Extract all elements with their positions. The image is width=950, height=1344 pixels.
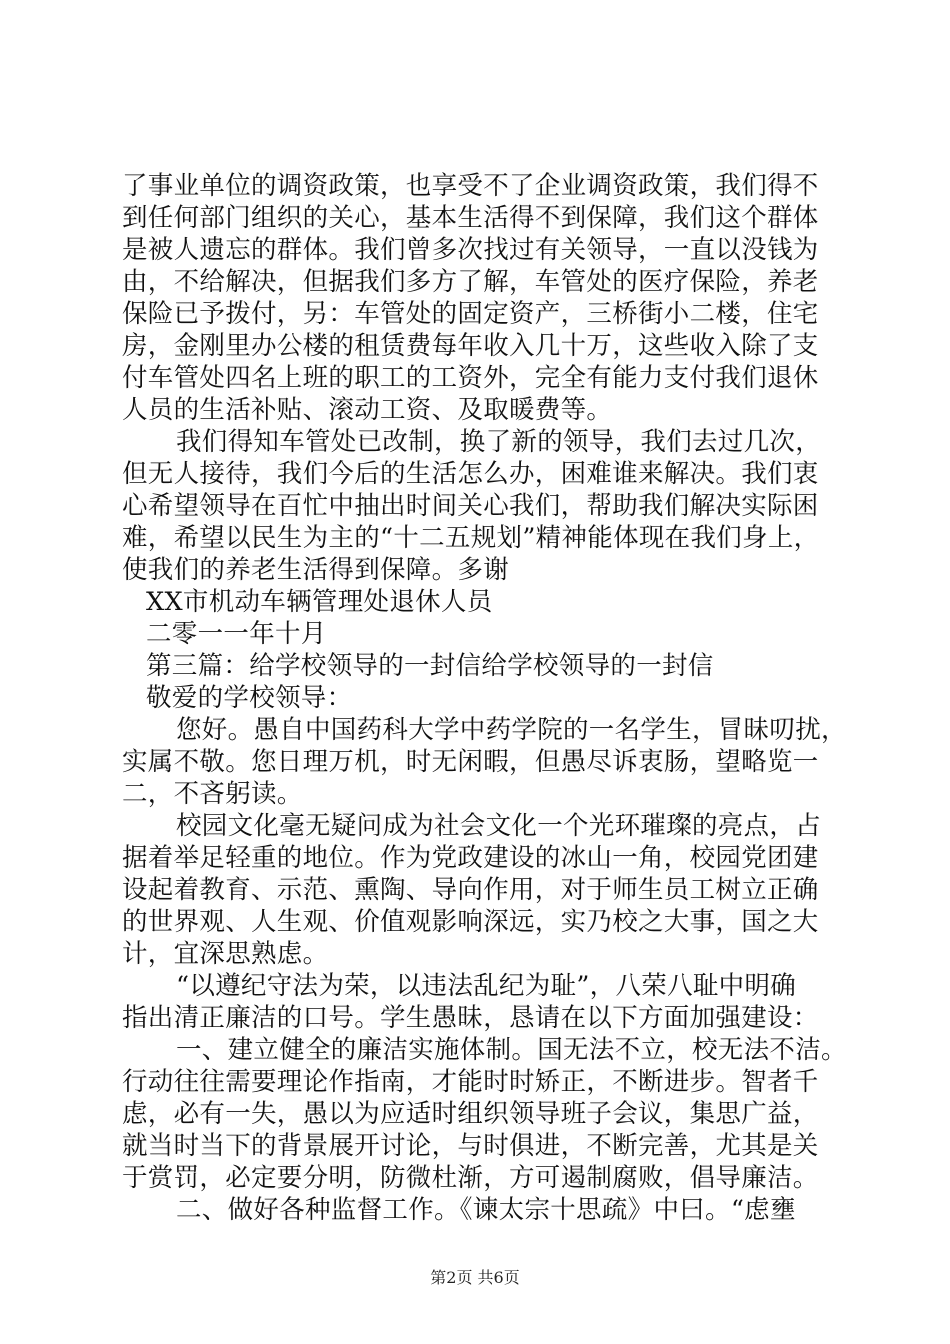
text-line: 二，不吝躬读。: [122, 779, 303, 809]
signature-line: XX市机动车辆管理处退休人员: [146, 587, 493, 617]
text-line: 我们得知车管处已改制，换了新的领导，我们去过几次，: [176, 427, 822, 457]
text-line: 实属不敬。您日理万机，时无闲暇，但愚尽诉衷肠，望略览一: [122, 747, 819, 777]
text-line: 但无人接待，我们今后的生活怎么办，困难谁来解决。我们衷: [122, 459, 819, 489]
section-heading: 第三篇：给学校领导的一封信给学校领导的一封信: [146, 651, 714, 681]
salutation-line: 敬爱的学校领导：: [146, 683, 353, 713]
text-line: 付车管处四名上班的职工的工资外，完全有能力支付我们退休: [122, 363, 819, 393]
text-line: 校园文化毫无疑问成为社会文化一个光环璀璨的亮点，占: [176, 811, 822, 841]
text-line: 计，宜深思熟虑。: [122, 939, 329, 969]
text-line: 到任何部门组织的关心，基本生活得不到保障，我们这个群体: [122, 203, 819, 233]
text-line: 二、做好各种监督工作。《谏太宗十思疏》中曰。“虑壅: [176, 1195, 796, 1225]
document-body: [122, 170, 847, 1226]
date-line: 二零一一年十月: [146, 619, 327, 649]
text-line: 一、建立健全的廉洁实施体制。国无法不立，校无法不洁。: [176, 1035, 847, 1065]
text-line: “以遵纪守法为荣，以违法乱纪为耻”，八荣八耻中明确: [176, 971, 797, 1001]
text-line: 心希望领导在百忙中抽出时间关心我们，帮助我们解决实际困: [122, 491, 819, 521]
text-line: 房，金刚里办公楼的租赁费每年收入几十万，这些收入除了支: [122, 331, 819, 361]
text-line: 您好。愚自中国药科大学中药学院的一名学生，冒昧叨扰，: [176, 715, 847, 745]
text-line: 就当时当下的背景展开讨论，与时俱进，不断完善，尤其是关: [122, 1131, 819, 1161]
text-line: 了事业单位的调资政策，也享受不了企业调资政策，我们得不: [122, 171, 819, 201]
page-footer: [0, 1268, 950, 1288]
page-number: 第2页 共6页: [430, 1268, 520, 1287]
text-line: 于赏罚，必定要分明，防微杜渐，方可遏制腐败，倡导廉洁。: [122, 1163, 819, 1193]
text-line: 设起着教育、示范、熏陶、导向作用，对于师生员工树立正确: [122, 875, 819, 905]
text-line: 难，希望以民生为主的“十二五规划”精神能体现在我们身上，: [122, 523, 820, 553]
text-line: 人员的生活补贴、滚动工资、及取暖费等。: [122, 395, 613, 425]
text-line: 指出清正廉洁的口号。学生愚昧，恳请在以下方面加强建设：: [122, 1003, 819, 1033]
text-line: 由，不给解决，但据我们多方了解，车管处的医疗保险，养老: [122, 267, 819, 297]
text-line: 虑，必有一失，愚以为应适时组织领导班子会议，集思广益，: [122, 1099, 819, 1129]
text-line: 据着举足轻重的地位。作为党政建设的冰山一角，校园党团建: [122, 843, 819, 873]
text-line: 保险已予拨付，另：车管处的固定资产，三桥街小二楼，住宅: [122, 299, 819, 329]
text-line: 行动往往需要理论作指南，才能时时矫正，不断进步。智者千: [122, 1067, 819, 1097]
text-line: 的世界观、人生观、价值观影响深远，实乃校之大事，国之大: [122, 907, 819, 937]
text-line: 是被人遗忘的群体。我们曾多次找过有关领导，一直以没钱为: [122, 235, 819, 265]
text-line: 使我们的养老生活得到保障。多谢: [122, 555, 510, 585]
